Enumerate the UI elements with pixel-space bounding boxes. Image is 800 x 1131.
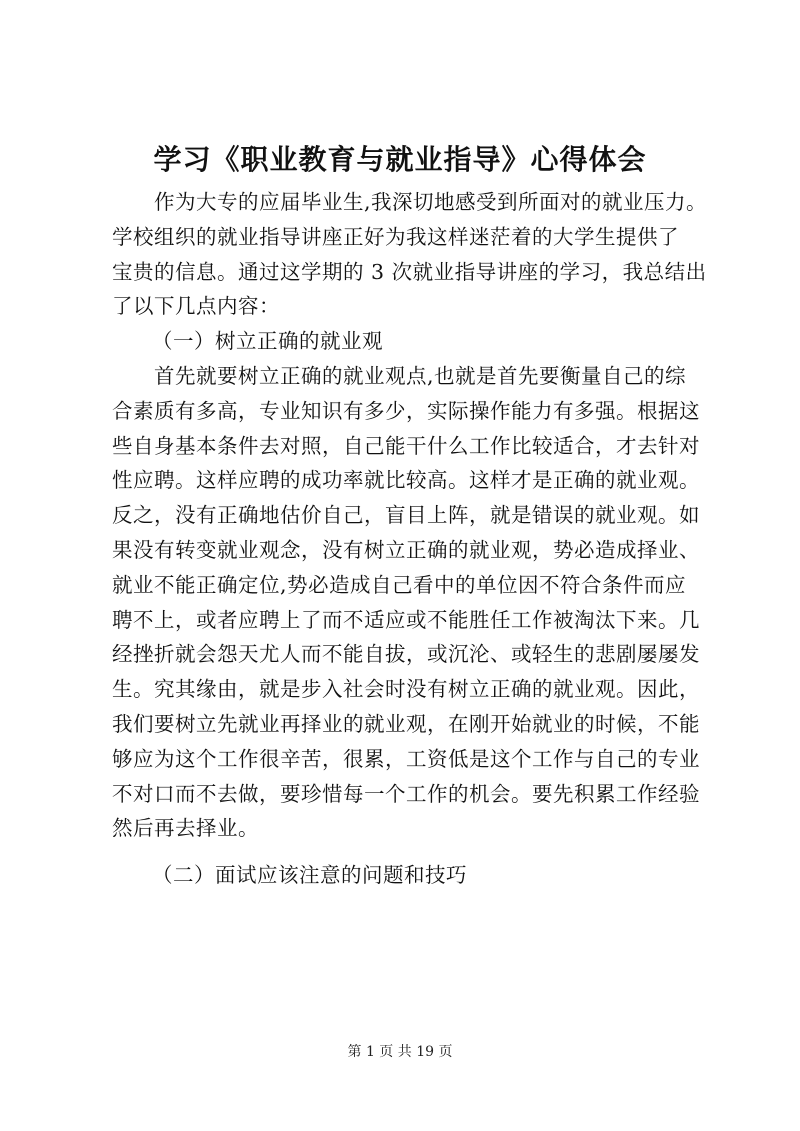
paragraph-line: 生。究其缘由，就是步入社会时没有树立正确的就业观。因此， [112, 677, 700, 702]
paragraph-line: 首先就要树立正确的就业观点,也就是首先要衡量自己的综 [154, 363, 687, 388]
paragraph-line: 然后再去择业。 [112, 816, 259, 841]
paragraph-line: 果没有转变就业观念，没有树立正确的就业观，势必造成择业、 [112, 537, 700, 562]
paragraph-line: 性应聘。这样应聘的成功率就比较高。这样才是正确的就业观。 [112, 468, 700, 493]
paragraph-line: 够应为这个工作很辛苦，很累，工资低是这个工作与自己的专业 [112, 746, 700, 771]
paragraph-line: 了以下几点内容： [112, 294, 280, 319]
paragraph-line: 我们要树立先就业再择业的就业观，在刚开始就业的时候，不能 [112, 711, 700, 736]
page-footer: 第 1 页 共 19 页 [347, 1044, 453, 1060]
section-heading-1: （一）树立正确的就业观 [152, 329, 383, 354]
paragraph-line: 宝贵的信息。通过这学期的 3 次就业指导讲座的学习，我总结出 [112, 259, 707, 284]
paragraph-line: 合素质有多高，专业知识有多少，实际操作能力有多强。根据这 [112, 398, 700, 423]
paragraph-line: 作为大专的应届毕业生,我深切地感受到所面对的就业压力。 [154, 190, 708, 214]
paragraph-line: 反之，没有正确地估价自己，盲目上阵，就是错误的就业观。如 [112, 503, 700, 528]
section-gap [112, 846, 712, 858]
paragraph-line: 就业不能正确定位,势必造成自己看中的单位因不符合条件而应 [112, 572, 687, 597]
paragraph-line: 些自身基本条件去对照，自己能干什么工作比较适合，才去针对 [112, 433, 700, 458]
paragraph-line: 聘不上，或者应聘上了而不适应或不能胜任工作被淘汰下来。几 [112, 607, 700, 632]
paragraph-line: 经挫折就会怨天尤人而不能自拔，或沉沦、或轻生的悲剧屡屡发 [112, 642, 700, 667]
paragraph-line: 不对口而不去做，要珍惜每一个工作的机会。要先积累工作经验 [112, 781, 700, 806]
document-body [112, 185, 712, 893]
paragraph-line: 学校组织的就业指导讲座正好为我这样迷茫着的大学生提供了 [112, 224, 679, 249]
section-heading-2: （二）面试应该注意的问题和技巧 [152, 863, 467, 888]
document-title: 学习《职业教育与就业指导》心得体会 [153, 143, 647, 176]
